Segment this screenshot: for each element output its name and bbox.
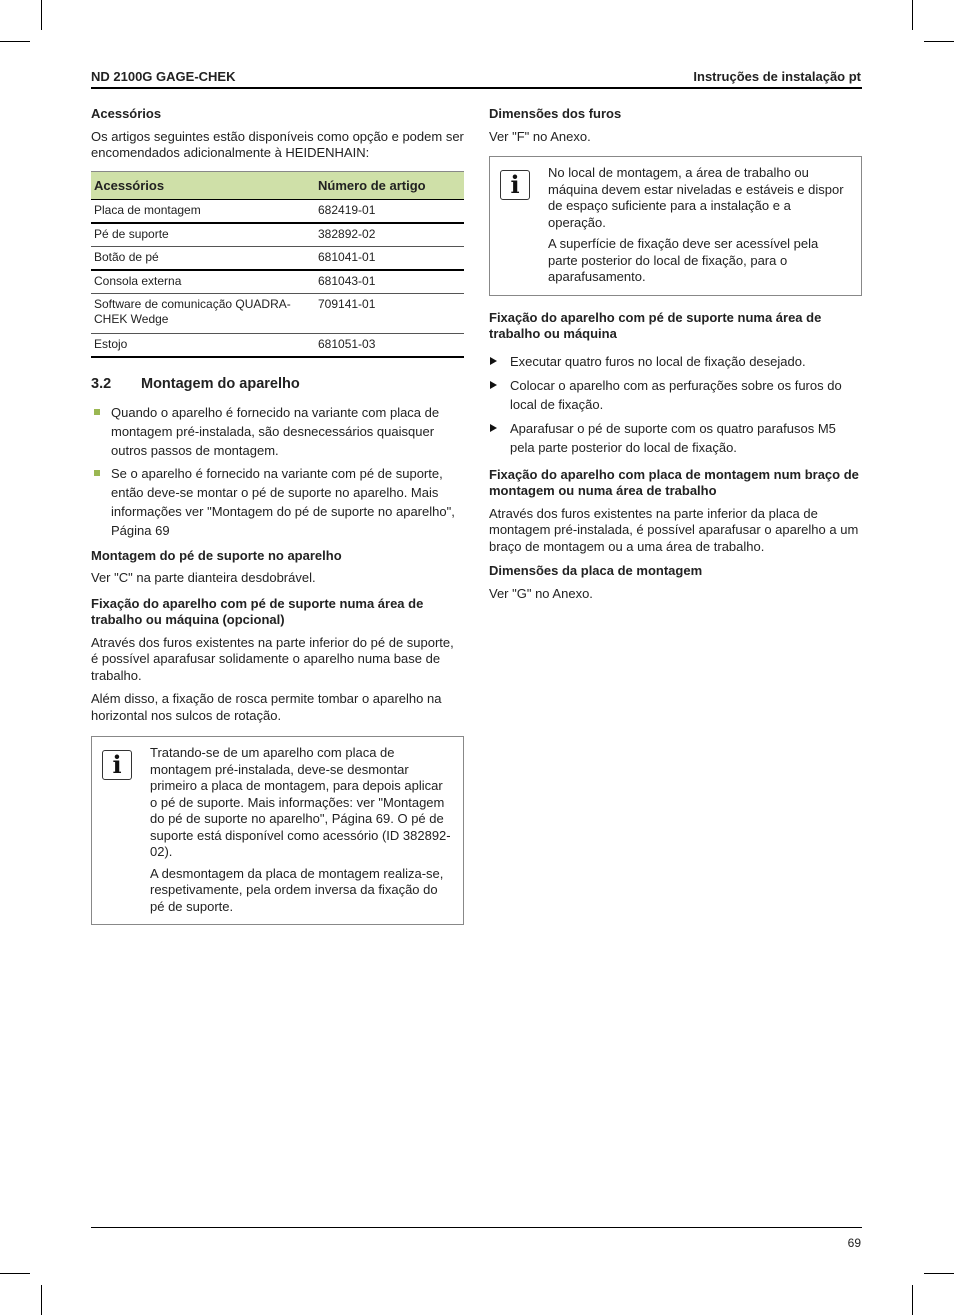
info-note-paragraph: Tratando-se de um aparelho com placa de montagem pré-instalada, deve-se desmontar primeiro a placa de montagem, para depois aplicar o pé de suporte. Mais informações: ver "Montagem do pé de suporte no aparelho", Página 69. O pé de suporte está disponível como acessório (ID 382892-02). <box>150 745 451 859</box>
table-cell: 681043-01 <box>315 270 464 294</box>
triangle-arrow-icon <box>490 357 497 365</box>
page-number: 69 <box>847 1236 861 1250</box>
square-bullet-icon <box>94 470 100 476</box>
hole-dimensions-heading: Dimensões dos furos <box>489 106 622 121</box>
crop-mark <box>924 1273 954 1274</box>
table-cell: Pé de suporte <box>91 223 315 247</box>
table-row <box>91 247 464 271</box>
table-cell: 681051-03 <box>315 334 464 358</box>
table-row <box>91 200 464 224</box>
list-item-text: Colocar o aparelho com as perfurações sobre os furos do local de fixação. <box>510 377 842 412</box>
table-cell: Botão de pé <box>91 247 315 271</box>
table-header-row <box>91 171 464 200</box>
fixation-foot-text-2: Além disso, a fixação de rosca permite tombar o aparelho na horizontal nos sulcos de rotação. <box>91 691 442 723</box>
info-note-text <box>548 165 851 286</box>
accessories-table <box>91 171 464 359</box>
table-row <box>91 270 464 294</box>
crop-mark <box>41 0 42 30</box>
accessories-heading: Acessórios <box>91 106 162 121</box>
accessories-intro: Os artigos seguintes estão disponíveis como opção e podem ser encomendados adicionalmente à HEIDENHAIN: <box>91 128 464 160</box>
fixation-foot-heading: Fixação do aparelho com pé de suporte numa área de trabalho ou máquina (opcional) <box>91 595 424 627</box>
table-row <box>91 334 464 358</box>
triangle-arrow-icon <box>490 424 497 432</box>
list-item-text: Executar quatro furos no local de fixação desejado. <box>510 353 806 369</box>
fixation-plate-text: Através dos furos existentes na parte inferior da placa de montagem pré-instalada, é possível aparafusar o aparelho a um braço de montagem ou a uma área de trabalho. <box>489 505 859 554</box>
info-note <box>91 736 464 925</box>
list-item-text: Aparafusar o pé de suporte com os quatro parafusos M5 pela parte posterior do local de fixação. <box>510 420 836 455</box>
crop-mark <box>912 1285 913 1315</box>
section-title: Montagem do aparelho <box>141 376 300 392</box>
crop-mark <box>912 0 913 30</box>
crop-mark <box>41 1285 42 1315</box>
info-note <box>489 156 862 296</box>
hole-dimensions-text: Ver "F" no Anexo. <box>489 128 591 144</box>
list-item <box>489 376 862 414</box>
fixation-plate-heading: Fixação do aparelho com placa de montagem num braço de montagem ou numa área de trabalho <box>489 466 859 498</box>
mounting-bullet-list <box>91 403 464 540</box>
right-column <box>489 106 862 609</box>
table-cell: 709141-01 <box>315 294 464 334</box>
crop-mark <box>924 41 954 42</box>
fixation-steps-list <box>489 352 862 457</box>
fixation-foot-text-1: Através dos furos existentes na parte inferior do pé de suporte, é possível aparafusar solidamente o aparelho numa base de trabalho. <box>91 634 454 683</box>
crop-mark <box>0 41 30 42</box>
table-cell: 682419-01 <box>315 200 464 224</box>
section-number: 3.2 <box>91 376 112 392</box>
list-item-text: Quando o aparelho é fornecido na variante com placa de montagem pré-instalada, são desnecessários quaisquer outros passos de montagem. <box>111 404 440 458</box>
list-item <box>489 419 862 457</box>
list-item <box>91 403 464 460</box>
table-header-cell: Acessórios <box>91 171 315 200</box>
mount-foot-text: Ver "C" na parte dianteira desdobrável. <box>91 570 316 585</box>
table-cell: Consola externa <box>91 270 315 294</box>
info-note-paragraph: A superfície de fixação deve ser acessível pela parte posterior do local de fixação, para o aparafusamento. <box>548 236 819 284</box>
info-note-text <box>150 745 453 915</box>
document-title: ND 2100G GAGE-CHEK <box>91 69 236 84</box>
table-cell: 382892-02 <box>315 223 464 247</box>
table-cell: Placa de montagem <box>91 200 315 224</box>
crop-mark <box>0 1273 30 1274</box>
list-item <box>91 464 464 540</box>
info-icon: i <box>102 750 132 780</box>
table-cell: 681041-01 <box>315 247 464 271</box>
table-header-cell: Número de artigo <box>315 171 464 200</box>
table-row <box>91 223 464 247</box>
triangle-arrow-icon <box>490 381 497 389</box>
table-cell: Software de comunicação QUADRA- CHEK Wedge <box>91 294 315 334</box>
left-column <box>91 106 464 939</box>
list-item-text: Se o aparelho é fornecido na variante com pé de suporte, então deve-se montar o pé de suporte no aparelho. Mais informações ver "Montagem do pé de suporte no aparelho", Página 69 <box>111 465 455 538</box>
plate-dimensions-text: Ver "G" no Anexo. <box>489 585 593 601</box>
header-section-title: Instruções de instalação pt <box>693 69 861 84</box>
list-item <box>489 352 862 371</box>
fixation-work-area-heading: Fixação do aparelho com pé de suporte numa área de trabalho ou máquina <box>489 309 822 341</box>
section-heading <box>91 376 464 393</box>
info-note-paragraph: No local de montagem, a área de trabalho ou máquina devem estar niveladas e estáveis e dispor de espaço suficiente para a instalação e a operação. <box>548 165 844 230</box>
info-note-paragraph: A desmontagem da placa de montagem realiza-se, respetivamente, pela ordem inversa da fixação do pé de suporte. <box>150 865 444 914</box>
footer-rule <box>91 1227 862 1228</box>
mount-foot-heading: Montagem do pé de suporte no aparelho <box>91 547 342 563</box>
header-rule <box>91 87 862 89</box>
square-bullet-icon <box>94 409 100 415</box>
table-cell: Estojo <box>91 334 315 358</box>
plate-dimensions-heading: Dimensões da placa de montagem <box>489 563 703 578</box>
info-icon: i <box>500 170 530 200</box>
table-row <box>91 294 464 334</box>
